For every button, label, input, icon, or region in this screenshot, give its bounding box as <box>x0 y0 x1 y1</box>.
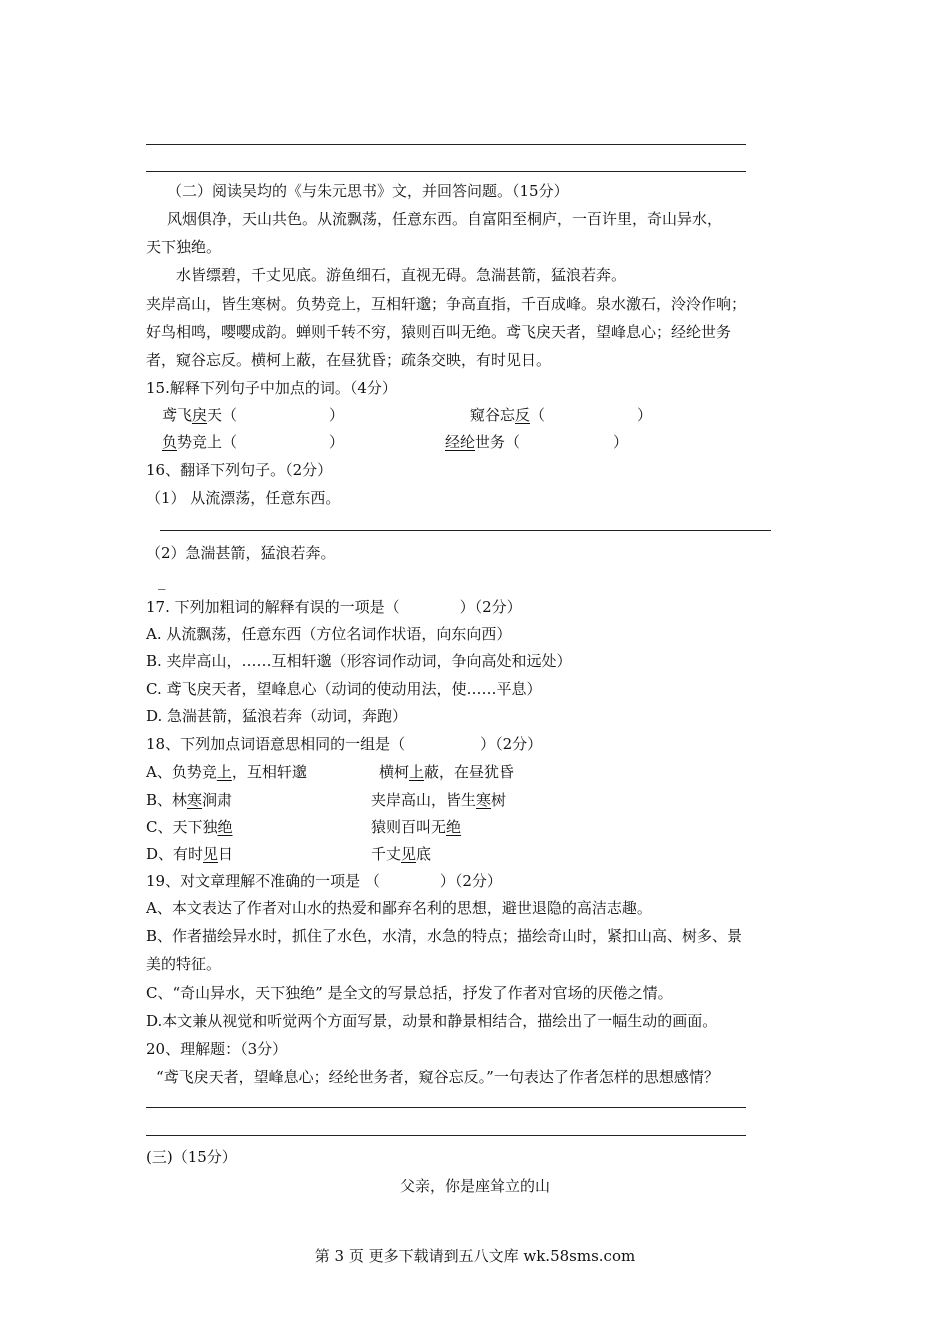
question-stem: 19、对文章理解不准确的一项是 （ ）（2分） <box>146 872 502 890</box>
option-a-left <box>146 762 307 782</box>
question-text: “鸢飞戾天者，望峰息心；经纶世务者，窥谷忘反。”一句表达了作者怎样的思想感情？ <box>156 1068 719 1086</box>
item-text: B、林 <box>146 791 188 809</box>
answer-line <box>146 144 746 145</box>
question-stem: 20、理解题：（3分） <box>146 1040 288 1058</box>
dotted-word: 戾 <box>192 406 208 424</box>
question-stem: 16、翻译下列句子。（2分） <box>146 461 333 479</box>
option-b: B. 夹岸高山，……互相轩邈（形容词作动词，争向高处和远处） <box>146 652 572 670</box>
item-text: 窥谷忘 <box>470 406 516 424</box>
answer-line <box>146 1107 746 1108</box>
blank-close: ） <box>329 406 345 424</box>
item-text: A、负势竞 <box>146 763 217 781</box>
passage-line: 天下独绝。 <box>146 238 222 256</box>
dotted-word: 反 <box>515 406 531 424</box>
option-b: B、作者描绘异水时，抓住了水色，水清，水急的特点；描绘奇山时，紧扣山高、树多、景 <box>146 927 743 945</box>
blank-close: ） <box>637 406 653 424</box>
question-stem: 15.解释下列句子中加点的词。（4分） <box>146 379 397 397</box>
option-c-right <box>371 817 461 837</box>
article-title: 父亲，你是座耸立的山 <box>399 1177 550 1195</box>
item-text: 横柯 <box>379 763 410 781</box>
passage-line: 夹岸高山，皆生寒树。负势竞上，互相轩邈；争高直指，千百成峰。泉水激石，泠泠作响； <box>146 295 747 313</box>
item-text: 夹岸高山，皆生 <box>371 791 477 809</box>
option-c: C、“奇山异水，天下独绝” 是全文的写景总括，抒发了作者对官场的厌倦之情。 <box>146 984 673 1002</box>
page-footer: 第 3 页 更多下载请到五八文库 wk.58sms.com <box>314 1247 636 1265</box>
item-text: 底 <box>416 845 432 863</box>
answer-item <box>470 405 545 425</box>
dotted-word: 绝 <box>446 818 462 836</box>
item-text: C、天下独 <box>146 818 218 836</box>
answer-blank: _ <box>158 572 166 590</box>
answer-line <box>146 171 746 172</box>
answer-line <box>160 530 771 531</box>
option-c: C. 鸢飞戾天者，望峰息心（动词的使动用法，使……平息） <box>146 680 542 698</box>
blank-close: ） <box>329 433 345 451</box>
dotted-word: 上 <box>216 763 232 781</box>
item-text: 千丈 <box>371 845 402 863</box>
passage-line: 水皆缥碧，千丈见底。游鱼细石，直视无碍。急湍甚箭，猛浪若奔。 <box>176 266 627 284</box>
sentence-item: （2）急湍甚箭，猛浪若奔。 <box>146 544 336 562</box>
blank-close: ） <box>613 433 629 451</box>
option-b-right <box>371 790 506 810</box>
dotted-word: 上 <box>409 763 425 781</box>
option-c-left <box>146 817 233 837</box>
dotted-word: 见 <box>401 845 417 863</box>
option-b-cont: 美的特征。 <box>146 955 222 973</box>
dotted-word: 负 <box>162 433 178 451</box>
section-heading: (三)（15分） <box>146 1148 237 1166</box>
dotted-word: 绝 <box>217 818 233 836</box>
option-a: A. 从流飘荡，任意东西（方位名词作状语，向东向西） <box>146 625 512 643</box>
dotted-word: 寒 <box>187 791 203 809</box>
item-text: 天（ <box>207 406 238 424</box>
answer-item <box>445 432 520 452</box>
passage-line: 者，窥谷忘反。横柯上蔽，在昼犹昏；疏条交映，有时见日。 <box>146 351 552 369</box>
option-d: D.本文兼从视觉和听觉两个方面写景，动景和静景相结合，描绘出了一幅生动的画面。 <box>146 1012 718 1030</box>
passage-line: 风烟俱净，天山共色。从流飘荡，任意东西。自富阳至桐庐，一百许里，奇山异水， <box>167 210 723 228</box>
sentence-item: （1） 从流漂荡，任意东西。 <box>146 489 341 507</box>
dotted-word: 见 <box>203 845 219 863</box>
option-d: D. 急湍甚箭，猛浪若奔（动词，奔跑） <box>146 707 408 725</box>
item-text: ，互相轩邈 <box>231 763 307 781</box>
option-d-left <box>146 844 233 864</box>
item-text: 世务（ <box>475 433 521 451</box>
question-stem: 18、下列加点词语意思相同的一组是（ ）（2分） <box>146 735 543 753</box>
passage-line: 好鸟相鸣，嘤嘤成韵。蝉则千转不穷，猿则百叫无绝。鸢飞戾天者，望峰息心；经纶世务 <box>146 323 732 341</box>
item-text: 日 <box>218 845 234 863</box>
item-text: D、有时 <box>146 845 204 863</box>
item-text: （ <box>530 406 546 424</box>
option-d-right <box>371 844 431 864</box>
option-a: A、本文表达了作者对山水的热爱和鄙弃名利的思想，避世退隐的高洁志趣。 <box>146 899 652 917</box>
item-text: 猿则百叫无 <box>371 818 447 836</box>
option-a-right <box>379 762 514 782</box>
item-text: 鸢飞 <box>162 406 193 424</box>
item-text: 涧肃 <box>202 791 233 809</box>
item-text: 树 <box>491 791 507 809</box>
answer-item <box>162 432 237 452</box>
item-text: 蔽，在昼犹昏 <box>424 763 515 781</box>
option-b-left <box>146 790 232 810</box>
answer-item <box>162 405 237 425</box>
dotted-word: 经纶 <box>445 433 476 451</box>
dotted-word: 寒 <box>476 791 492 809</box>
question-stem: 17. 下列加粗词的解释有误的一项是（ ）（2分） <box>146 598 522 616</box>
section-heading: （二）阅读吴均的《与朱元思书》文，并回答问题。（15分） <box>167 182 569 200</box>
item-text: 势竞上（ <box>177 433 238 451</box>
answer-line <box>146 1135 746 1136</box>
